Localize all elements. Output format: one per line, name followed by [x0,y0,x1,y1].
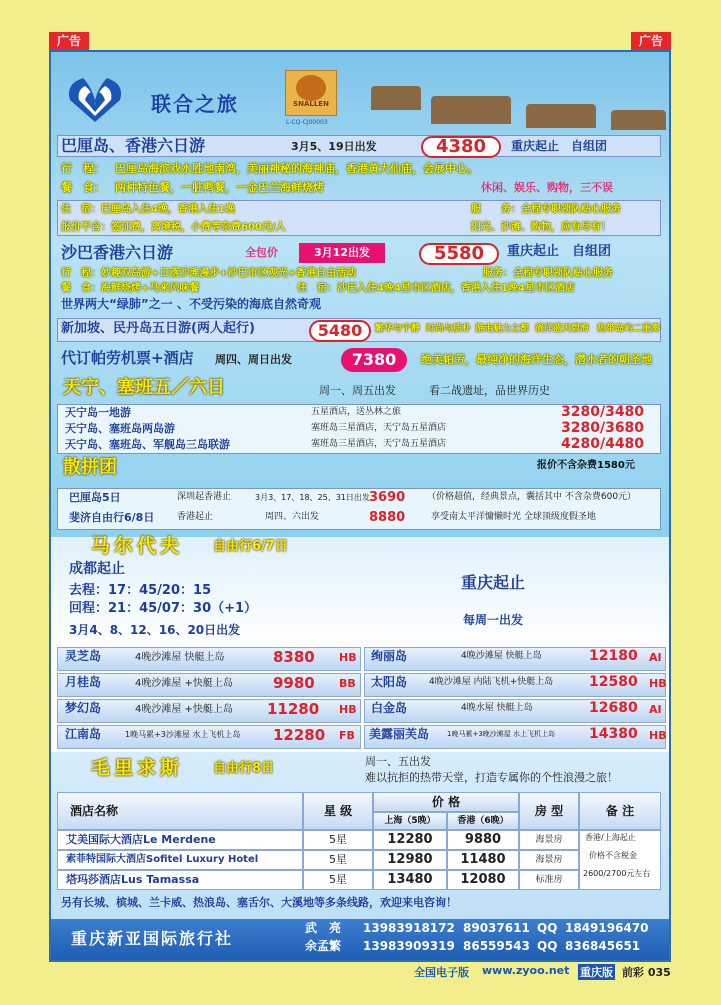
island-5-code: HB [339,703,357,716]
ad-label-right: 广告 [631,32,671,50]
island-4-desc: 4晚沙滩屋 内陆飞机+快艇上岛 [429,677,554,687]
bali-service: 服 务：全程专职领队贴心服务 [471,204,621,215]
sabah-stay: 住 宿：沙巴入住4晚4星市区酒店，香港入住1晚4星市区酒店 [297,283,575,294]
sg-tag-2: 时尚与质朴 [426,324,472,334]
group-row-1-days: 3月3、17、18、25、31日出发 [255,493,370,502]
palau-days: 周四、周日出发 [215,353,292,366]
maldives-title: 马尔代夫 [91,535,184,557]
row-3-sh: 13480 [373,870,447,890]
group-row-2-price: 8880 [369,510,406,525]
th-hotel: 酒店名称 [57,792,303,830]
sg-tag-5: 热带岛屿二重奏 [597,324,661,334]
contact-1-name: 武 亮 [305,921,342,935]
island-1-code: HB [339,651,357,664]
row-1-hk: 9880 [447,830,519,850]
island-5-desc: 4晚沙滩屋 +快艇上岛 [135,704,233,715]
license-code: L-CQ-CJ00003 [286,119,328,126]
sabah-badge: 全包价 [245,246,278,259]
chengdu-back: 回程：21：45/07：30（+1） [69,601,258,616]
island-3-price: 9980 [273,674,315,692]
th-hk: 香港（6晚） [447,812,519,830]
footer-url[interactable]: www.zyoo.net [482,964,570,977]
tinian-row-2-hotel: 塞班岛三星酒店，天宁岛五星酒店 [311,423,447,433]
sg-title: 新加坡、民丹岛五日游(两人起行) [61,321,255,336]
maldives-sub: 自由行6/7日 [213,539,288,554]
island-7-price: 12280 [273,726,326,744]
palau-title: 代订帕劳机票+酒店 [61,349,194,367]
row-1-sh: 12280 [373,830,447,850]
group-row-1-price: 3690 [369,490,406,505]
row-2-sh: 12980 [373,850,447,870]
island-2-price: 12180 [589,648,638,664]
group-title: 散拼团 [63,457,117,478]
ad-card [49,50,671,962]
island-4-name: 太阳岛 [371,675,408,689]
agency-name: 重庆新亚国际旅行社 [71,929,234,948]
sabah-title: 沙巴香港六日游 [61,243,174,262]
bali-tags: 休闲、娱乐、购物，三不误 [481,181,613,194]
row-3-star: 5星 [303,870,373,890]
row-2-room: 海景房 [519,850,579,870]
th-star: 星 级 [303,792,373,830]
island-6-price: 12680 [589,700,638,716]
group-row-2-desc: 享受南太平洋慵懒时光 全球顶级度假圣地 [431,512,596,522]
tinian-note: 报价不含杂费1580元 [537,460,635,471]
note-2: 价格不含税金 [589,851,637,860]
bali-tags2: 阳光、沙滩、购物，应有尽有！ [471,222,611,233]
hut-3 [526,104,596,128]
bali-dates: 3月5、19日出发 [291,140,377,153]
mauritius-desc: 难以抗拒的热带天堂，打造专属你的个性浪漫之旅！ [365,771,618,784]
sabah-slogan: 世界两大“绿肺”之一 、不受污染的海底自然奇观 [61,297,321,311]
bali-price: 4380 [421,136,501,158]
island-8-price: 14380 [589,726,638,742]
island-2-name: 绚丽岛 [371,649,408,663]
contact-1-mobile: 13983918172 [363,921,455,935]
contact-1-qq: 1849196470 [565,921,649,935]
row-3-hk: 12080 [447,870,519,890]
sabah-price: 5580 [419,243,499,265]
sabah-origin: 重庆起止 自组团 [507,244,612,259]
island-7-name: 江南岛 [65,727,102,741]
sg-tag-3: 游走魅力之都 [475,324,530,334]
row-2-hk: 11480 [447,850,519,870]
row-2-star: 5星 [303,850,373,870]
group-row-2-name: 斐济自由行6/8日 [69,511,155,524]
row-2-hotel: 索菲特国际大酒店Sofitel Luxury Hotel [57,850,303,870]
brand-name: 联合之旅 [151,92,239,116]
palau-desc: 绝美帕劳，最纯净的海洋生态，潜水者的朝圣地 [421,353,652,366]
contact-2-qq: 836845651 [565,939,641,953]
hut-2 [431,96,511,124]
footer-page: 前彩 035 [622,966,671,979]
th-price: 价 格 [373,792,519,812]
chengdu-go: 去程：17：45/20：15 [69,583,212,598]
tinian-days: 周一、周五出发 [319,384,396,397]
note-3: 2600/2700元左右 [583,869,651,878]
island-6-code: AI [649,703,662,716]
group-row-1-from: 深圳起香港止 [177,492,232,502]
bali-meal: 两种特色餐，一脏鸭餐，一金巴兰海鲜烧烤 [115,181,324,194]
note-1: 香港/上海起止 [585,833,636,842]
mauritius-sub: 自由行8日 [213,761,275,776]
tinian-row-2-name: 天宁岛、塞班岛两岛游 [65,422,175,435]
bali-route-label: 行 程： [61,162,105,175]
chengdu-title: 成都起止 [69,561,125,577]
sg-tag-1: 繁华与宁静 [375,324,421,334]
hut-1 [371,86,421,110]
footer-edition: 重庆版 [580,966,613,979]
bali-route: 巴厘岛海滨戏水胜地南湾，美丽神秘的海神庙，香港黄大仙庙，会展中心。 [115,162,478,175]
sg-price: 5480 [309,320,371,342]
lion-logo [285,70,337,126]
bali-fee: 报价不含：签证费，离境税，小费等杂费600元/人 [61,222,286,233]
island-4-price: 12580 [589,674,638,690]
sabah-meal: 餐 食：海鲜烧烤+马来风味餐 [61,283,200,294]
th-note: 备 注 [579,792,661,830]
tinian-row-2-price: 3280/3680 [561,420,645,436]
group-row-1-desc: （价格超值，经典景点，囊括其中 不含杂费600元） [427,492,637,502]
contact-2-mobile: 13983909319 [363,939,455,953]
island-5-name: 梦幻岛 [65,701,102,715]
bali-meal-label: 餐 食： [61,181,105,194]
bali-origin: 重庆起止 自组团 [511,139,608,153]
row-1-hotel: 艾美国际大酒店Le Merdene [57,830,303,850]
island-2-desc: 4晚沙滩屋 快艇上岛 [461,651,542,661]
island-3-code: BB [339,677,356,690]
island-5-price: 11280 [267,700,320,718]
contact-1-qq-label: QQ [537,921,558,935]
chongqing-title: 重庆起止 [461,573,526,592]
chengdu-dates: 3月4、8、12、16、20日出发 [69,623,241,637]
ad-label-left: 广告 [49,32,89,50]
island-3-desc: 4晚沙滩屋 +快艇上岛 [135,678,233,689]
chongqing-sub: 每周一出发 [463,613,524,627]
th-sh: 上海（5晚） [373,812,447,830]
lion-text: SNALLEN [293,100,329,108]
row-3-hotel: 塔玛莎酒店Lus Tamassa [57,870,303,890]
island-6-name: 白金岛 [371,701,408,715]
contact-1-phone: 89037611 [463,921,530,935]
island-3-name: 月桂岛 [65,675,102,689]
island-1-price: 8380 [273,648,315,666]
bali-stay: 住 宿：巴厘岛入住4晚，香港入住1晚 [61,204,235,215]
row-1-room: 海景房 [519,830,579,850]
tinian-row-3-hotel: 塞班岛三星酒店，天宁岛五星酒店 [311,439,447,449]
contact-2-qq-label: QQ [537,939,558,953]
island-1-desc: 4晚沙滩屋 快艇上岛 [135,652,225,663]
tinian-row-1-name: 天宁岛一地游 [65,406,131,419]
group-row-2-days: 周四、六出发 [265,512,320,522]
tinian-row-1-hotel: 五星酒店，送丛林之旅 [311,407,402,417]
island-1-name: 灵芝岛 [65,649,102,663]
mauritius-days: 周一、五出发 [365,755,431,768]
bali-title: 巴厘岛、香港六日游 [61,136,206,155]
th-room: 房 型 [519,792,579,830]
island-8-name: 美露丽芙岛 [369,727,430,741]
tinian-row-1-price: 3280/3480 [561,404,645,420]
sabah-route: 行 程：妙趣双岛游+日落沙滩漫步+沙巴市区观光+香港自由活动 [61,268,357,279]
footer-prefix: 全国电子版 [414,966,469,979]
lion-face-icon [296,75,326,101]
hut-4 [611,110,666,130]
contact-2-phone: 86559543 [463,939,530,953]
island-8-code: HB [649,729,667,742]
row-1-star: 5星 [303,830,373,850]
island-2-code: AI [649,651,662,664]
group-row-2-from: 香港起止 [177,512,214,522]
island-4-code: HB [649,677,667,690]
tinian-row-3-price: 4280/4480 [561,436,645,452]
contact-2-name: 余孟繁 [305,939,342,953]
island-6-desc: 4晚水屋 快艇上岛 [461,703,533,713]
tinian-desc: 看二战遗址，品世界历史 [429,384,550,397]
island-7-code: FB [339,729,355,742]
mauritius-title: 毛里求斯 [91,757,184,779]
row-3-room: 标准房 [519,870,579,890]
shell-logo-icon [65,74,125,124]
tinian-title: 天宁、塞班五／六日 [63,377,225,398]
palau-price: 7380 [341,348,407,372]
sabah-dates: 3月12出发 [299,243,385,263]
island-7-desc: 1晚马累+3沙滩屋 水上飞机上岛 [125,730,241,739]
group-row-1-name: 巴厘岛5日 [69,491,121,504]
island-8-desc: 1晚马累+3晚沙滩屋 水上飞机上岛 [447,730,555,738]
more-routes: 另有长城、槟城、兰卡威、热浪岛、塞舌尔、大溪地等多条线路，欢迎来电咨询！ [61,896,457,909]
tinian-row-3-name: 天宁岛、塞班岛、军舰岛三岛联游 [65,438,230,451]
sabah-service: 服务：全程专职领队贴心服务 [483,268,613,279]
sg-tag-4: 徜徉蓝天碧海 [535,324,590,334]
